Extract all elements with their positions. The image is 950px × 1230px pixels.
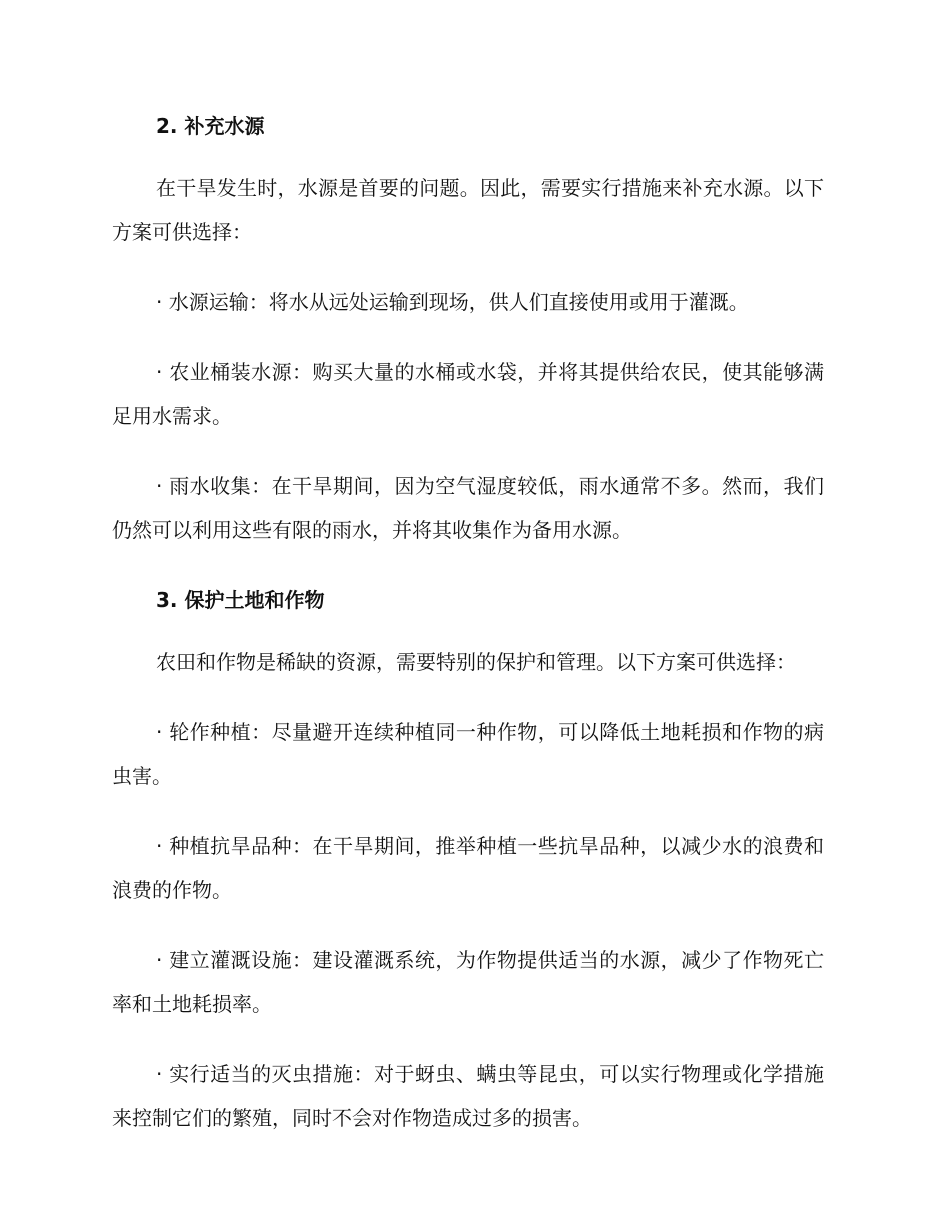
list-item: · 雨水收集：在干旱期间，因为空气湿度较低，雨水通常不多。然而，我们仍然可以利用这些有限的雨水，并将其收集作为备用水源。 <box>112 474 824 542</box>
section-intro: 在干旱发生时，水源是首要的问题。因此，需要实行措施来补充水源。以下方案可供选择： <box>112 176 824 244</box>
section-land-protection <box>112 578 824 1140</box>
section-heading: 3. 保护土地和作物 <box>156 588 325 612</box>
section-heading: 2. 补充水源 <box>156 114 265 138</box>
list-item: · 农业桶装水源：购买大量的水桶或水袋，并将其提供给农民，使其能够满足用水需求。 <box>112 360 824 428</box>
section-water-supply <box>112 104 824 552</box>
section-intro: 农田和作物是稀缺的资源，需要特别的保护和管理。以下方案可供选择： <box>156 650 796 674</box>
list-item: · 建立灌溉设施：建设灌溉系统，为作物提供适当的水源，减少了作物死亡率和土地耗损率。 <box>112 948 824 1016</box>
list-item: · 种植抗旱品种：在干旱期间，推举种植一些抗旱品种，以减少水的浪费和浪费的作物。 <box>112 834 824 902</box>
document-page <box>112 104 824 1166</box>
list-item: · 实行适当的灭虫措施：对于蚜虫、螨虫等昆虫，可以实行物理或化学措施来控制它们的繁殖，同时不会对作物造成过多的损害。 <box>112 1062 824 1130</box>
list-item: · 水源运输：将水从远处运输到现场，供人们直接使用或用于灌溉。 <box>156 290 749 314</box>
list-item: · 轮作种植：尽量避开连续种植同一种作物，可以降低土地耗损和作物的病虫害。 <box>112 720 824 788</box>
